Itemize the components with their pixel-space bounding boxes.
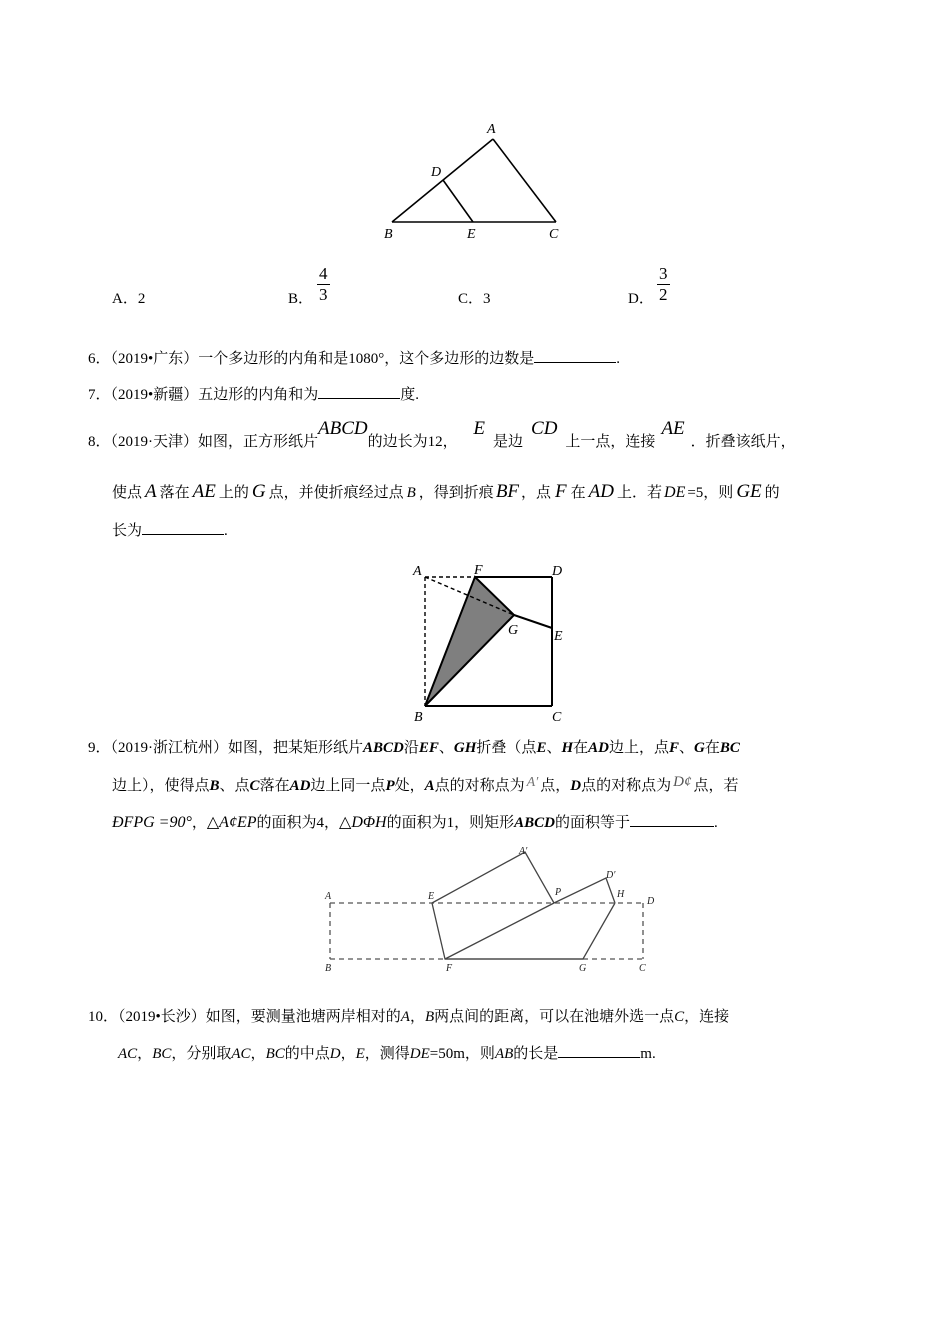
answer-blank[interactable] — [630, 814, 714, 827]
answer-blank[interactable] — [534, 350, 616, 363]
label-A: A — [413, 564, 422, 579]
label-P: P — [555, 887, 562, 898]
answer-blank[interactable] — [318, 386, 400, 399]
label-A-prime: A′ — [519, 846, 528, 857]
rectangle-fold-figure — [315, 842, 665, 977]
label-B: B — [414, 710, 423, 725]
answer-blank[interactable] — [142, 522, 224, 535]
label-G: G — [508, 623, 519, 638]
label-C: C — [639, 963, 646, 974]
label-H: H — [617, 889, 625, 900]
q9-line-3: ÐFPG =90°，△A¢EP的面积为4，△DΦH的面积为1，则矩形ABCD的面积等于 . — [112, 814, 718, 831]
option-c: C．3 — [458, 291, 491, 307]
label-G: G — [579, 963, 587, 974]
label-E: E — [428, 891, 435, 902]
q8-line-2: 使点 A 落在 AE 上的 G 点，并使折痕经过点 B ，得到折痕 BF ，点 F 在 AD 上．若 DE =5，则 GE 的 — [112, 481, 780, 502]
label-C: C — [552, 710, 562, 725]
label-B: B — [384, 227, 393, 242]
label-D: D — [647, 896, 655, 907]
label-A: A — [487, 122, 496, 137]
q9-line-2: 边上），使得点B、点C落在AD边上同一点P处，A点的对称点为 A′ 点，D点的对称点为 D¢ 点，若 — [112, 774, 739, 794]
option-b-fraction: $\frac{4}{3}$ — [319, 264, 328, 304]
question-7: 7．（2019•新疆）五边形的内角和为 度. — [88, 387, 420, 403]
label-D: D — [431, 165, 442, 180]
answer-blank[interactable] — [558, 1045, 640, 1058]
label-A: A — [325, 891, 332, 902]
label-F: F — [474, 563, 483, 578]
q10-line-2: AC，BC，分别取AC，BC的中点D，E，测得DE=50m，则AB的长是 m. — [118, 1046, 656, 1062]
label-D: D — [552, 564, 563, 579]
label-E: E — [554, 629, 563, 644]
q9-line-1: 9．（2019·浙江杭州）如图，把某矩形纸片ABCD沿EF、GH折叠（点E、H在AD边上，点F、G在BC — [88, 740, 740, 756]
option-a: A．2 — [112, 291, 146, 307]
q8-line-1: 8．（2019·天津）如图，正方形纸片ABCD的边长为12， E是边CD上一点，连接AE．折叠该纸片， — [88, 418, 796, 450]
option-b-label: B． — [288, 291, 314, 307]
label-C: C — [549, 227, 559, 242]
q8-line-3: 长为 . — [112, 523, 228, 539]
option-d-fraction: $\frac{3}{2}$ — [659, 264, 668, 304]
label-E: E — [467, 227, 476, 242]
question-6: 6．（2019•广东）一个多边形的内角和是1080°，这个多边形的边数是 . — [88, 351, 621, 367]
triangle-figure — [375, 118, 575, 248]
label-B: B — [325, 963, 332, 974]
square-fold-figure — [405, 560, 575, 725]
label-F: F — [446, 963, 453, 974]
label-D-prime: D′ — [606, 870, 616, 881]
q10-line-1: 10．（2019•长沙）如图，要测量池塘两岸相对的A，B两点间的距离，可以在池塘外选一点C，连接 — [88, 1009, 730, 1025]
option-d-label: D． — [628, 291, 654, 307]
